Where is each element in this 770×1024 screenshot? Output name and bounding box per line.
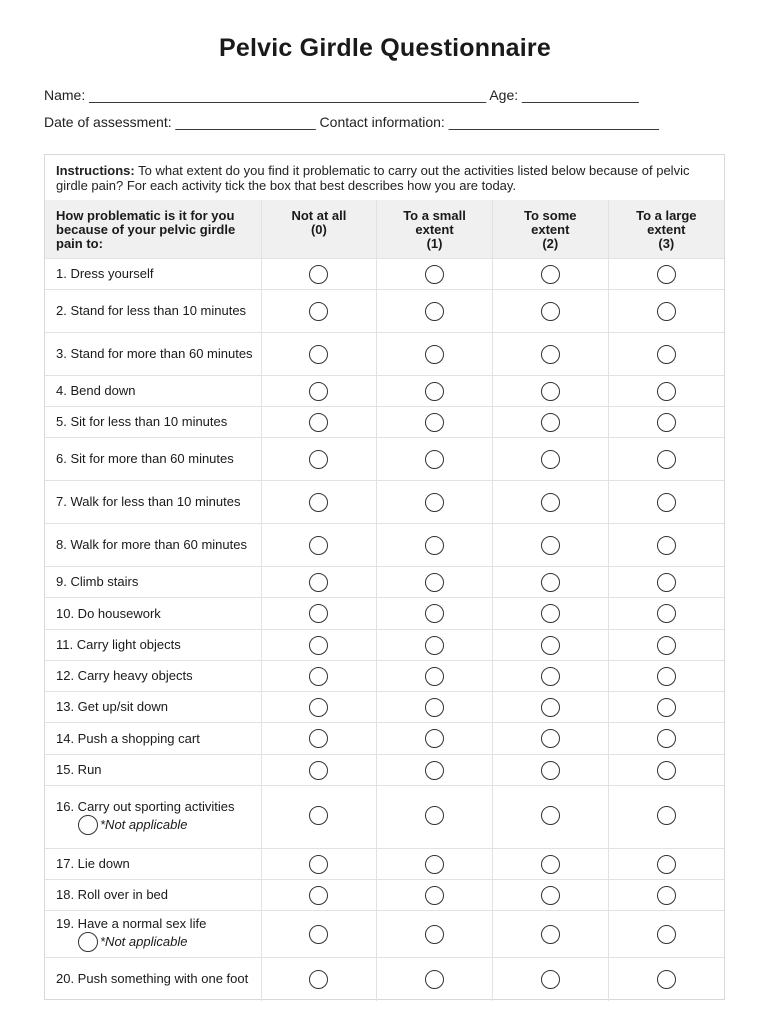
answer-radio-0[interactable] <box>309 761 328 780</box>
option-cell-0 <box>261 438 376 481</box>
question-text: 19. Have a normal sex life <box>56 915 207 931</box>
table-row <box>45 290 724 333</box>
option-cell-1 <box>377 755 493 786</box>
answer-radio-2[interactable] <box>541 536 560 555</box>
table-row <box>45 333 724 376</box>
option-cell-0 <box>261 661 376 692</box>
option-cell-1 <box>377 567 493 598</box>
option-cell-0 <box>261 723 376 755</box>
answer-radio-1[interactable] <box>425 729 444 748</box>
answer-radio-3[interactable] <box>657 970 676 989</box>
option-cell-1 <box>377 481 493 524</box>
answer-radio-0[interactable] <box>309 729 328 748</box>
question-text: 13. Get up/sit down <box>56 699 169 714</box>
not-applicable-radio[interactable] <box>78 932 98 952</box>
option-cell-2 <box>492 333 608 376</box>
answer-radio-0[interactable] <box>309 382 328 401</box>
option-cell-1 <box>377 259 493 290</box>
option-cell-3 <box>608 438 724 481</box>
option-cell-3 <box>608 661 724 692</box>
option-header-0 <box>261 200 376 259</box>
option-cell-2 <box>492 849 608 880</box>
table-row <box>45 630 724 661</box>
question-cell <box>45 630 261 661</box>
option-cell-1 <box>377 630 493 661</box>
answer-radio-2[interactable] <box>541 302 560 321</box>
question-cell <box>45 958 261 1001</box>
option-cell-1 <box>377 598 493 630</box>
answer-radio-3[interactable] <box>657 345 676 364</box>
answer-radio-1[interactable] <box>425 413 444 432</box>
option-label: To a large extent <box>636 208 697 237</box>
option-cell-1 <box>377 692 493 723</box>
option-cell-3 <box>608 407 724 438</box>
table-header-row <box>45 200 724 259</box>
option-cell-0 <box>261 911 376 958</box>
option-cell-0 <box>261 692 376 723</box>
answer-radio-1[interactable] <box>425 302 444 321</box>
answer-radio-1[interactable] <box>425 925 444 944</box>
answer-radio-2[interactable] <box>541 413 560 432</box>
answer-radio-2[interactable] <box>541 806 560 825</box>
option-cell-2 <box>492 786 608 849</box>
question-cell <box>45 407 261 438</box>
option-cell-2 <box>492 755 608 786</box>
question-cell <box>45 849 261 880</box>
answer-radio-3[interactable] <box>657 265 676 284</box>
answer-radio-3[interactable] <box>657 573 676 592</box>
option-cell-0 <box>261 259 376 290</box>
option-cell-1 <box>377 524 493 567</box>
answer-radio-0[interactable] <box>309 493 328 512</box>
answer-radio-0[interactable] <box>309 636 328 655</box>
answer-radio-1[interactable] <box>425 493 444 512</box>
option-cell-0 <box>261 598 376 630</box>
answer-radio-1[interactable] <box>425 536 444 555</box>
answer-radio-3[interactable] <box>657 855 676 874</box>
not-applicable-label: *Not applicable <box>100 933 188 949</box>
answer-radio-3[interactable] <box>657 698 676 717</box>
answer-radio-3[interactable] <box>657 886 676 905</box>
answer-radio-2[interactable] <box>541 493 560 512</box>
table-row <box>45 692 724 723</box>
question-text: 17. Lie down <box>56 856 130 871</box>
answer-radio-3[interactable] <box>657 413 676 432</box>
option-cell-3 <box>608 524 724 567</box>
question-cell <box>45 438 261 481</box>
option-cell-2 <box>492 567 608 598</box>
answer-radio-0[interactable] <box>309 667 328 686</box>
option-cell-2 <box>492 911 608 958</box>
answer-radio-2[interactable] <box>541 698 560 717</box>
option-cell-0 <box>261 755 376 786</box>
option-cell-0 <box>261 407 376 438</box>
option-cell-3 <box>608 567 724 598</box>
answer-radio-1[interactable] <box>425 806 444 825</box>
answer-radio-2[interactable] <box>541 925 560 944</box>
option-cell-3 <box>608 376 724 407</box>
answer-radio-1[interactable] <box>425 886 444 905</box>
table-row <box>45 911 724 958</box>
question-cell <box>45 376 261 407</box>
question-cell <box>45 259 261 290</box>
question-cell <box>45 911 261 958</box>
option-cell-2 <box>492 524 608 567</box>
answer-radio-2[interactable] <box>541 450 560 469</box>
option-cell-1 <box>377 438 493 481</box>
answer-radio-2[interactable] <box>541 761 560 780</box>
option-value: (1) <box>426 236 443 251</box>
option-cell-2 <box>492 958 608 1001</box>
answer-radio-2[interactable] <box>541 886 560 905</box>
answer-radio-1[interactable] <box>425 698 444 717</box>
option-cell-1 <box>377 661 493 692</box>
option-cell-3 <box>608 481 724 524</box>
option-cell-3 <box>608 958 724 1001</box>
option-cell-0 <box>261 958 376 1001</box>
question-text: 5. Sit for less than 10 minutes <box>56 414 228 429</box>
question-text: 6. Sit for more than 60 minutes <box>56 451 234 466</box>
option-cell-3 <box>608 692 724 723</box>
answer-radio-1[interactable] <box>425 382 444 401</box>
table-row <box>45 661 724 692</box>
answer-radio-0[interactable] <box>309 536 328 555</box>
option-cell-2 <box>492 630 608 661</box>
option-cell-2 <box>492 376 608 407</box>
answer-radio-3[interactable] <box>657 806 676 825</box>
question-text: 18. Roll over in bed <box>56 887 169 902</box>
question-text: 10. Do housework <box>56 605 161 621</box>
answer-radio-2[interactable] <box>541 729 560 748</box>
option-cell-3 <box>608 911 724 958</box>
question-text: 8. Walk for more than 60 minutes <box>56 537 247 552</box>
question-cell <box>45 723 261 755</box>
instructions-text: To what extent do you find it problematic to carry out the activities listed below because of pelvic girdle pain? For each activity tick the box that best describes how you are today. <box>56 163 690 193</box>
answer-radio-0[interactable] <box>309 970 328 989</box>
option-cell-1 <box>377 407 493 438</box>
answer-radio-3[interactable] <box>657 493 676 512</box>
question-cell <box>45 661 261 692</box>
table-row <box>45 524 724 567</box>
option-cell-3 <box>608 630 724 661</box>
answer-radio-1[interactable] <box>425 855 444 874</box>
table-row <box>45 481 724 524</box>
table-row <box>45 723 724 755</box>
option-cell-2 <box>492 598 608 630</box>
option-cell-2 <box>492 661 608 692</box>
question-text: 9. Climb stairs <box>56 574 139 589</box>
table-row <box>45 407 724 438</box>
date-contact-line[interactable]: Date of assessment: __________________ Contact information: ___________________________ <box>44 114 659 130</box>
question-text: 2. Stand for less than 10 minutes <box>56 303 247 318</box>
option-cell-1 <box>377 880 493 911</box>
question-text: 20. Push something with one foot <box>56 971 249 987</box>
answer-radio-1[interactable] <box>425 970 444 989</box>
answer-radio-3[interactable] <box>657 604 676 623</box>
option-cell-2 <box>492 723 608 755</box>
answer-radio-0[interactable] <box>309 604 328 623</box>
option-header-3 <box>608 200 724 259</box>
answer-radio-3[interactable] <box>657 761 676 780</box>
question-text: 4. Bend down <box>56 383 136 398</box>
answer-radio-1[interactable] <box>425 345 444 364</box>
question-text: 16. Carry out sporting activities <box>56 798 235 814</box>
option-cell-1 <box>377 911 493 958</box>
question-cell <box>45 692 261 723</box>
question-text: 1. Dress yourself <box>56 266 154 281</box>
answer-radio-1[interactable] <box>425 761 444 780</box>
answer-radio-3[interactable] <box>657 536 676 555</box>
answer-radio-2[interactable] <box>541 265 560 284</box>
answer-radio-0[interactable] <box>309 855 328 874</box>
option-cell-2 <box>492 407 608 438</box>
answer-radio-2[interactable] <box>541 382 560 401</box>
answer-radio-2[interactable] <box>541 604 560 623</box>
option-cell-1 <box>377 786 493 849</box>
answer-radio-3[interactable] <box>657 382 676 401</box>
answer-radio-2[interactable] <box>541 345 560 364</box>
option-cell-3 <box>608 259 724 290</box>
option-label: To some extent <box>524 208 577 237</box>
question-text: 12. Carry heavy objects <box>56 668 193 683</box>
option-cell-1 <box>377 723 493 755</box>
option-cell-3 <box>608 755 724 786</box>
option-cell-0 <box>261 786 376 849</box>
table-row <box>45 567 724 598</box>
answer-radio-0[interactable] <box>309 413 328 432</box>
table-row <box>45 755 724 786</box>
option-cell-1 <box>377 376 493 407</box>
option-label: Not at all <box>291 208 347 223</box>
page-title: Pelvic Girdle Questionnaire <box>219 34 551 62</box>
option-cell-1 <box>377 333 493 376</box>
option-cell-3 <box>608 598 724 630</box>
answer-radio-1[interactable] <box>425 667 444 686</box>
option-cell-1 <box>377 958 493 1001</box>
option-cell-0 <box>261 290 376 333</box>
answer-radio-3[interactable] <box>657 636 676 655</box>
option-cell-0 <box>261 333 376 376</box>
answer-radio-0[interactable] <box>309 925 328 944</box>
option-cell-0 <box>261 880 376 911</box>
option-cell-0 <box>261 567 376 598</box>
question-column-header: How problematic is it for you because of your pelvic girdle pain to: <box>45 200 261 259</box>
instructions <box>56 163 716 193</box>
answer-radio-0[interactable] <box>309 302 328 321</box>
option-header-2 <box>492 200 608 259</box>
question-cell <box>45 524 261 567</box>
option-cell-2 <box>492 880 608 911</box>
questionnaire-table <box>45 200 724 1001</box>
option-cell-2 <box>492 259 608 290</box>
question-cell <box>45 567 261 598</box>
option-cell-1 <box>377 849 493 880</box>
option-cell-0 <box>261 481 376 524</box>
question-text: 3. Stand for more than 60 minutes <box>56 346 253 361</box>
answer-radio-1[interactable] <box>425 450 444 469</box>
option-label: To a small extent <box>403 208 466 237</box>
table-row <box>45 598 724 630</box>
table-row <box>45 849 724 880</box>
option-header-1 <box>377 200 493 259</box>
table-row <box>45 958 724 1001</box>
option-value: (0) <box>310 222 327 237</box>
option-cell-0 <box>261 849 376 880</box>
answer-radio-0[interactable] <box>309 265 328 284</box>
answer-radio-3[interactable] <box>657 302 676 321</box>
table-row <box>45 376 724 407</box>
answer-radio-0[interactable] <box>309 345 328 364</box>
option-cell-0 <box>261 524 376 567</box>
answer-radio-0[interactable] <box>309 450 328 469</box>
question-text: 15. Run <box>56 762 102 777</box>
table-row <box>45 259 724 290</box>
answer-radio-2[interactable] <box>541 855 560 874</box>
option-cell-3 <box>608 786 724 849</box>
answer-radio-1[interactable] <box>425 265 444 284</box>
option-value: (3) <box>658 236 675 251</box>
answer-radio-2[interactable] <box>541 970 560 989</box>
table-row <box>45 438 724 481</box>
answer-radio-2[interactable] <box>541 667 560 686</box>
not-applicable-option <box>78 932 255 952</box>
answer-radio-1[interactable] <box>425 573 444 592</box>
question-text: 11. Carry light objects <box>56 637 181 652</box>
answer-radio-0[interactable] <box>309 573 328 592</box>
answer-radio-3[interactable] <box>657 450 676 469</box>
option-cell-3 <box>608 290 724 333</box>
question-cell <box>45 481 261 524</box>
answer-radio-2[interactable] <box>541 636 560 655</box>
option-cell-0 <box>261 376 376 407</box>
instructions-lead: Instructions: <box>56 163 135 178</box>
option-cell-1 <box>377 290 493 333</box>
option-cell-2 <box>492 692 608 723</box>
answer-radio-0[interactable] <box>309 806 328 825</box>
answer-radio-2[interactable] <box>541 573 560 592</box>
question-cell <box>45 598 261 630</box>
question-text: 7. Walk for less than 10 minutes <box>56 494 241 509</box>
question-cell <box>45 333 261 376</box>
question-cell <box>45 786 261 849</box>
answer-radio-3[interactable] <box>657 925 676 944</box>
option-cell-3 <box>608 723 724 755</box>
option-cell-3 <box>608 880 724 911</box>
question-cell <box>45 290 261 333</box>
answer-radio-1[interactable] <box>425 604 444 623</box>
table-row <box>45 786 724 849</box>
not-applicable-label: *Not applicable <box>100 816 188 832</box>
answer-radio-3[interactable] <box>657 729 676 748</box>
name-age-line[interactable]: Name: ___________________________________________________ Age: _______________ <box>44 87 639 103</box>
answer-radio-3[interactable] <box>657 667 676 686</box>
option-cell-3 <box>608 333 724 376</box>
option-cell-2 <box>492 290 608 333</box>
option-value: (2) <box>542 236 559 251</box>
table-row <box>45 880 724 911</box>
question-text: 14. Push a shopping cart <box>56 730 200 746</box>
option-cell-2 <box>492 481 608 524</box>
answer-radio-1[interactable] <box>425 636 444 655</box>
answer-radio-0[interactable] <box>309 698 328 717</box>
option-cell-2 <box>492 438 608 481</box>
answer-radio-0[interactable] <box>309 886 328 905</box>
question-cell <box>45 880 261 911</box>
option-cell-0 <box>261 630 376 661</box>
not-applicable-radio[interactable] <box>78 815 98 835</box>
not-applicable-option <box>78 815 255 835</box>
option-cell-3 <box>608 849 724 880</box>
question-cell <box>45 755 261 786</box>
